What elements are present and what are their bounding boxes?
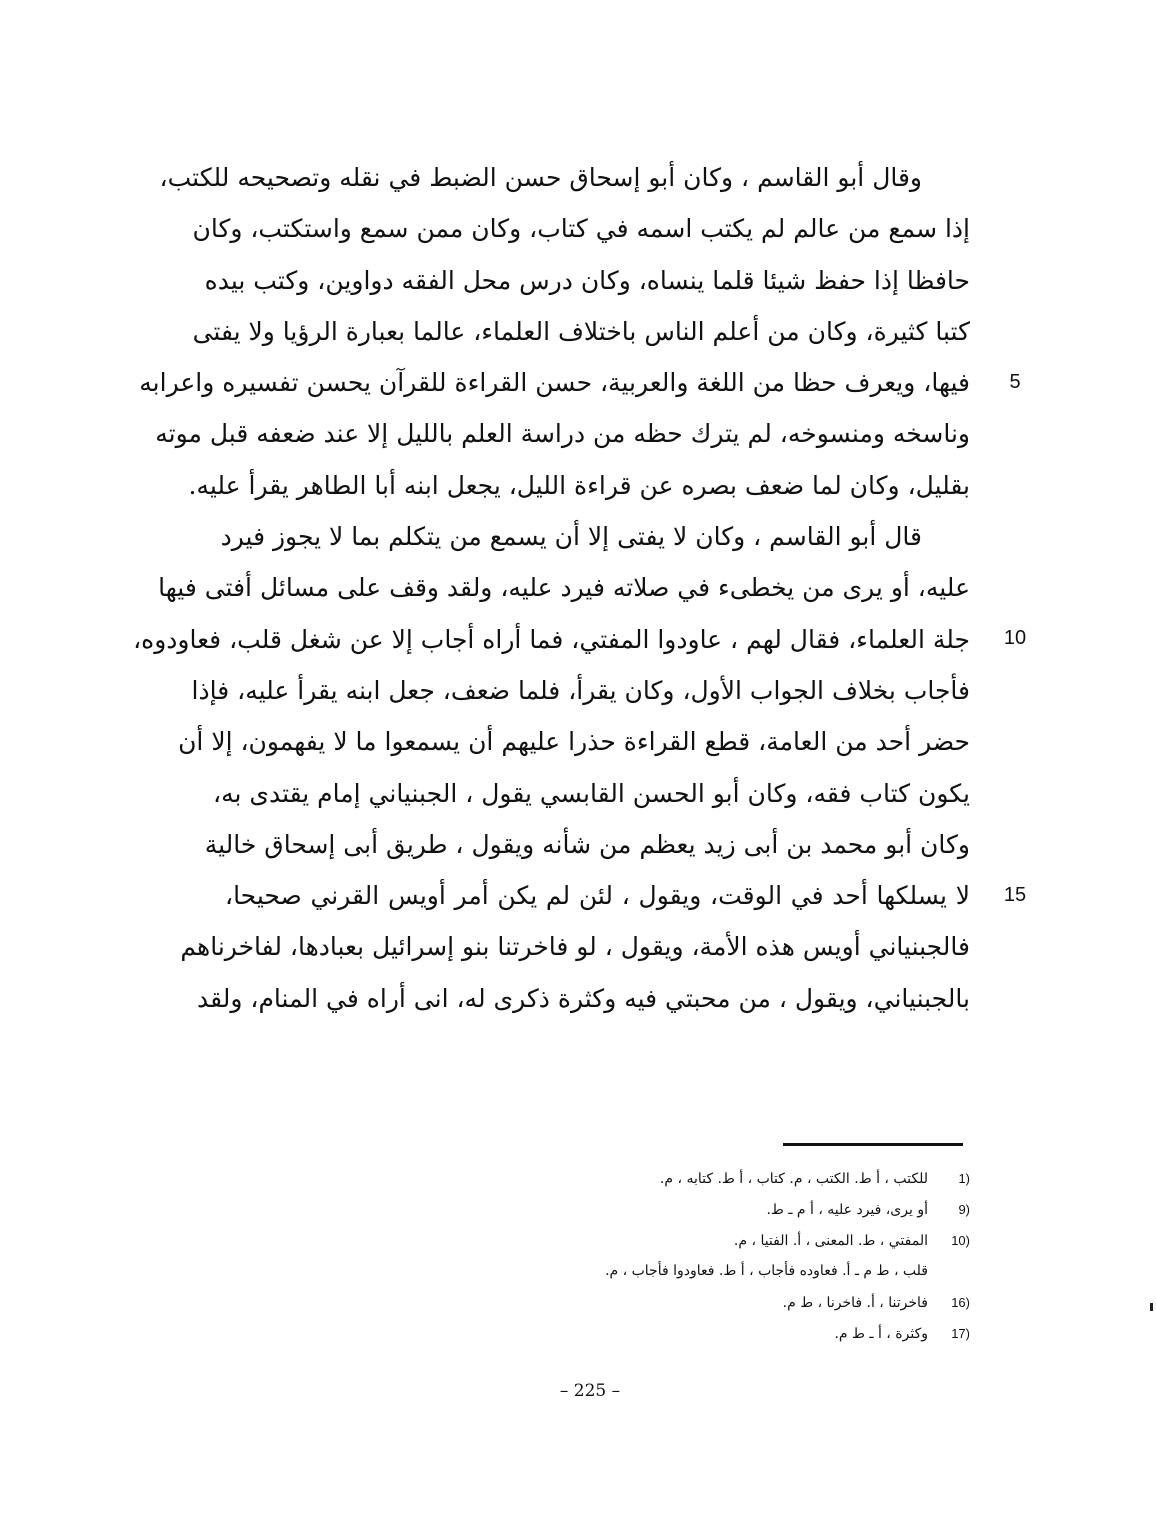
footnote-text: أو يرى، فيرد عليه ، أ م ـ ط. — [766, 1202, 928, 1218]
text-line: وقال أبو القاسم ، وكان أبو إسحاق حسن الضبط في نقله وتصحيحه للكتب، — [159, 163, 922, 192]
footnote — [560, 1194, 970, 1225]
footnote-number: 17) — [951, 1326, 970, 1341]
footnote-separator — [783, 1143, 963, 1146]
text-line: جلة العلماء، فقال لهم ، عاودوا المفتي، فما أراه أجاب إلا عن شغل قلب، فعاودوه، — [133, 624, 970, 654]
text-line: حضر أحد من العامة، قطع القراءة حذرا عليهم أن يسمعوا ما لا يفهمون، إلا أن — [178, 727, 970, 757]
footnote-text: قلب ، ط م ـ أ. فعاوده فأجاب ، أ ط. فعاودوا فأجاب ، م. — [605, 1263, 928, 1279]
main-text — [133, 152, 970, 1024]
text-line: لا يسلكها أحد في الوقت، ويقول ، لئن لم يكن أمر أويس القرني صحيحا، — [225, 881, 970, 911]
text-line: وناسخه ومنسوخه، لم يترك حظه من دراسة العلم بالليل إلا عند ضعفه قبل موته — [155, 419, 970, 449]
text-line: إذا سمع من عالم لم يكتب اسمه في كتاب، وكان ممن سمع واستكتب، وكان — [192, 214, 970, 244]
text-line: بقليل، وكان لما ضعف بصره عن قراءة الليل، يجعل ابنه أبا الطاهر يقرأ عليه. — [188, 470, 970, 500]
text-line: يكون كتاب فقه، وكان أبو الحسن القابسي يقول ، الجبنياني إمام يقتدى به، — [213, 778, 970, 808]
footnote-continuation — [560, 1256, 970, 1287]
footnote-text: للكتب ، أ ط. الكتب ، م. كتاب ، أ ط. كتابه ، م. — [659, 1171, 928, 1187]
text-line: قال أبو القاسم ، وكان لا يفتى إلا أن يسمع من يتكلم بما لا يجوز فيرد — [220, 522, 922, 552]
footnote-text: المفتي ، ط. المعنى ، أ. الفتيا ، م. — [733, 1233, 928, 1249]
text-line: فأجاب بخلاف الجواب الأول، وكان يقرأ، فلما ضعف، جعل ابنه يقرأ عليه، فإذا — [191, 675, 970, 705]
footnotes — [560, 1163, 970, 1349]
footnote — [560, 1318, 970, 1349]
text-line: وكان أبو محمد بن أبى زيد يعظم من شأنه ويقول ، طريق أبى إسحاق خالية — [204, 829, 970, 859]
footnote-number: 10) — [951, 1233, 970, 1248]
footnote — [560, 1287, 970, 1318]
text-line: كتبا كثيرة، وكان من أعلم الناس باختلاف العلماء، عالما بعبارة الرؤيا ولا يفتى — [192, 316, 970, 346]
line-number-5: 5 — [1009, 371, 1021, 393]
footnote-text: فاخرتنا ، أ. فاخرنا ، ط م. — [782, 1295, 928, 1311]
scan-mark — [1150, 1303, 1153, 1311]
text-line: بالجبنياني، ويقول ، من محبتي فيه وكثرة ذكرى له، انى أراه في المنام، ولقد — [196, 983, 970, 1013]
footnote — [560, 1225, 970, 1256]
footnote-number: 9) — [958, 1202, 970, 1217]
text-line: حافظا إذا حفظ شيئا قلما ينساه، وكان درس محل الفقه دواوين، وكتب بيده — [204, 265, 970, 295]
text-line: عليه، أو يرى من يخطىء في صلاته فيرد عليه، ولقد وقف على مسائل أفتى فيها — [158, 573, 970, 603]
page-number: – 225 – — [559, 1381, 621, 1401]
footnote-number: 16) — [951, 1295, 970, 1310]
footnote-number: 1) — [958, 1171, 970, 1186]
line-number-15: 15 — [1003, 884, 1027, 906]
footnote — [560, 1163, 970, 1194]
text-line: فالجبنياني أويس هذه الأمة، ويقول ، لو فاخرتنا بنو إسرائيل بعبادها، لفاخرناهم — [180, 932, 970, 962]
footnote-text: وكثرة ، أ ـ ط م. — [834, 1326, 928, 1342]
text-line: فيها، ويعرف حظا من اللغة والعربية، حسن القراءة للقرآن يحسن تفسيره واعرابه — [139, 368, 970, 398]
line-number-10: 10 — [1003, 627, 1027, 649]
